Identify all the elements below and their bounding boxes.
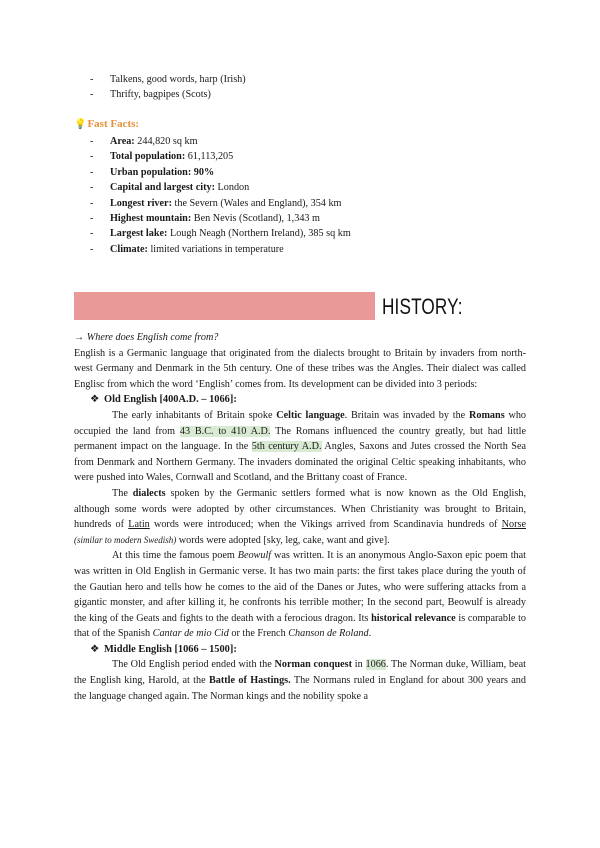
old-english-paragraph-1: The early inhabitants of Britain spoke Celtic language. Britain was invaded by the Romans who occupied the land from 43 B.C. to 410 A.D. The Romans influenced the country greatly, but had little permanent impact on the language. In the 5th century A.D. Angles, Saxons and Jutes crossed the North Sea from Denmark and Northern Germany. The invaders dominated the original Celtic speaking inhabitants, who were pushed into Wales, Cornwall and Scotland, and the Brittany coast of France. [74, 409, 527, 484]
fast-facts-list [90, 134, 351, 257]
highlight-5th-century: 5th century A.D. [251, 441, 322, 453]
fact-item-urban-population: - Urban population: 90% [90, 165, 351, 180]
history-heading-bar [74, 292, 375, 320]
middle-english-heading: ❖ Middle English [1066 – 1500]: [74, 642, 526, 658]
history-heading: HISTORY: [382, 294, 463, 319]
fact-item-capital: - Capital and largest city: London [90, 180, 351, 195]
fact-item-climate: - Climate: limited variations in temperature [90, 242, 351, 257]
middle-english-paragraph-1: The Old English period ended with the Norman conquest in 1066. The Norman duke, William, beat the English king, Harold, at the Battle of Hastings. The Normans ruled in England for about 300 years and the language changed again. The Norman kings and the nobility spoke a [74, 659, 526, 702]
history-intro: English is a Germanic language that originated from the dialects brought to Britain by invaders from north-west Germany and Denmark in the 5th century. One of these tribes was the Angles. Their dialect was called Englisc from which the word ‘English’ comes from. Its development can be divided into 3 periods: [74, 347, 526, 390]
highlight-roman-dates: 43 B.C. to 410 A.D. [179, 425, 271, 437]
old-english-heading: ❖ Old English [400A.D. – 1066]: [74, 392, 526, 408]
history-question: → Where does English come from? [74, 332, 219, 343]
fact-item-highest-mountain: - Highest mountain: Ben Nevis (Scotland), 1,343 m [90, 211, 351, 226]
lightbulb-icon: 💡 [74, 119, 87, 130]
highlight-1066: 1066 [365, 659, 386, 671]
fact-item-largest-lake: - Largest lake: Lough Neagh (Northern Ireland), 385 sq km [90, 226, 351, 241]
list-item: - Thrifty, bagpipes (Scots) [90, 87, 246, 102]
fact-item-area: - Area: 244,820 sq km [90, 134, 351, 149]
diamond-bullet-icon: ❖ [90, 643, 100, 655]
old-english-paragraph-3: At this time the famous poem Beowulf was written. It is an anonymous Anglo-Saxon epic poem that was written in Old English in Germanic verse. It has two main parts: the first takes place during the youth of the Gautian hero and tells how he comes to the aid of the Danes or Jutes, who were suffering attacks from a gigantic monster, and after killing it, he confronts his terrible mother; In the second part, Beowulf is already the king of the Geats and fights to the death with a ferocious dragon. Its historical relevance is comparable to that of the Spanish Cantar de mio Cid or the French Chanson de Roland. [74, 550, 527, 640]
old-english-paragraph-2: The dialects spoken by the Germanic settlers formed what is now known as the Old English, although some words were adopted by other circumstances. When Christianity was brought to Britain, hundreds of Latin words were introduced; when the Vikings arrived from Scandinavia hundreds of Norse (similar to modern Swedish) words were adopted [sky, leg, cake, want and give]. [74, 487, 526, 546]
fast-facts-heading [74, 118, 139, 130]
history-body [74, 330, 526, 704]
fast-facts-heading-label: Fast Facts: [87, 118, 140, 130]
diamond-bullet-icon: ❖ [90, 394, 100, 406]
dialect-words-list [90, 72, 246, 103]
fact-item-population: - Total population: 61,113,205 [90, 149, 351, 164]
fact-item-longest-river: - Longest river: the Severn (Wales and England), 354 km [90, 196, 351, 211]
list-item: - Talkens, good words, harp (Irish) [90, 72, 246, 87]
